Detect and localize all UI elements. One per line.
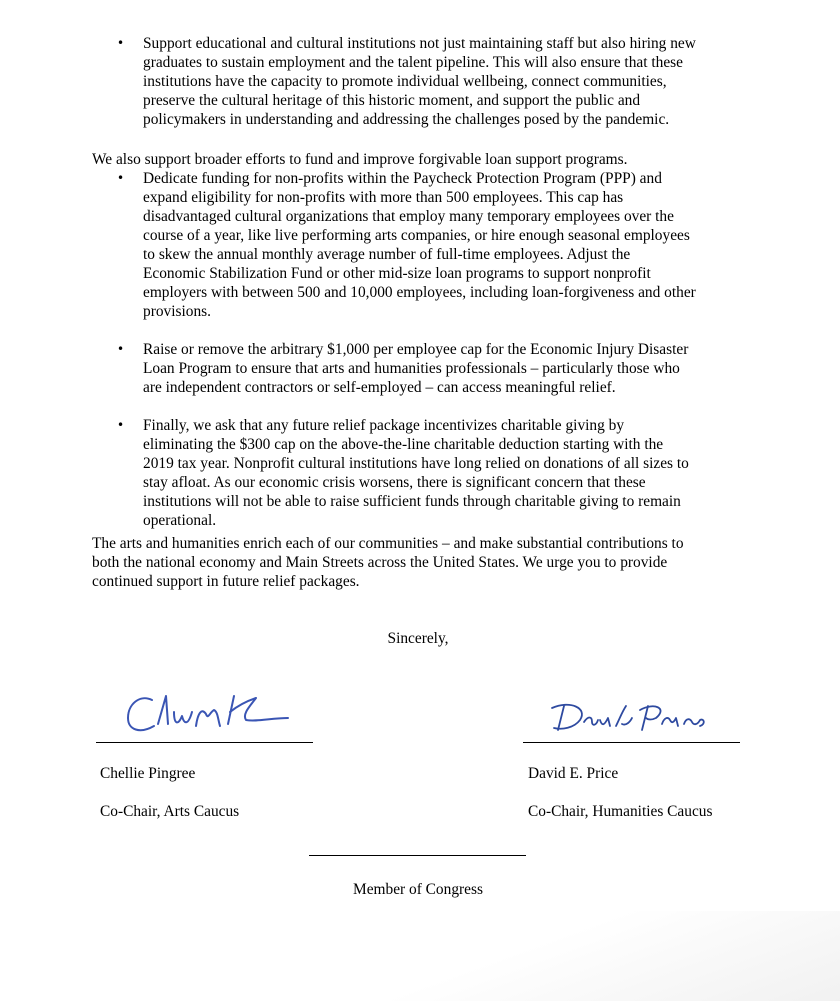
signature-block-right xyxy=(528,745,712,840)
signature-pingree xyxy=(122,690,292,740)
bullet-dot: • xyxy=(117,36,125,50)
signer-title-bottom: Member of Congress xyxy=(353,881,483,898)
list-item xyxy=(0,340,840,397)
list-item xyxy=(0,416,840,530)
list-item xyxy=(0,169,840,321)
signer-name: Chellie Pingree xyxy=(100,765,196,782)
signature-price xyxy=(550,700,710,736)
signature-line-right xyxy=(523,742,740,743)
signature-line-left xyxy=(96,742,313,743)
bullet-dot: • xyxy=(117,171,125,185)
page-shadow xyxy=(320,911,840,1001)
bullet-text: Finally, we ask that any future relief package incentivizes charitable giving by eliminating the $300 cap on the above-the-line charitable deduction starting with the 2019 tax year. Nonprofit cultural institutions have long relied on donations of all sizes to stay afloat. As our economic crisis worsens, there is significant concern that these institutions will not be able to raise sufficient funds through charitable giving to remain operational. xyxy=(143,417,689,529)
bullet-list-loans xyxy=(0,169,840,530)
closing-salutation: Sincerely, xyxy=(387,630,449,647)
signature-block-left xyxy=(100,745,239,840)
signature-line-bottom xyxy=(309,855,526,856)
paragraph-closing: The arts and humanities enrich each of our communities – and make substantial contributions to both the national economy and Main Streets across the United States. We urge you to provide continued support in future relief packages. xyxy=(92,535,684,590)
list-item xyxy=(0,34,840,129)
signer-title: Co-Chair, Arts Caucus xyxy=(100,803,240,820)
bullet-text: Support educational and cultural institutions not just maintaining staff but also hiring new graduates to sustain employment and the talent pipeline. This will also ensure that these institutions have the capacity to promote individual wellbeing, connect communities, preserve the cultural heritage of this historic moment, and support the public and policymakers in understanding and addressing the challenges posed by the pandemic. xyxy=(143,35,696,128)
bullet-text: Raise or remove the arbitrary $1,000 per employee cap for the Economic Injury Disaster Loan Program to ensure that arts and humanities professionals – particularly those who are independent contractors or self-employed – can access meaningful relief. xyxy=(143,341,689,396)
bullet-dot: • xyxy=(117,418,125,432)
paragraph-loans-intro: We also support broader efforts to fund and improve forgivable loan support programs. xyxy=(92,151,628,168)
bullet-dot: • xyxy=(117,342,125,356)
bullet-text: Dedicate funding for non-profits within the Paycheck Protection Program (PPP) and expand eligibility for non-profits with more than 500 employees. This cap has disadvantaged cultural organizations that employ many temporary employees over the course of a year, like live performing arts companies, or hire enough seasonal employees to skew the annual monthly average number of full-time employees. Adjust the Economic Stabilization Fund or other mid-size loan programs to support nonprofit employers with between 500 and 10,000 employees, including loan-forgiveness and other provisions. xyxy=(143,170,696,320)
signer-name: David E. Price xyxy=(528,765,619,782)
bullet-list-top xyxy=(0,34,840,129)
signer-title: Co-Chair, Humanities Caucus xyxy=(528,803,713,820)
